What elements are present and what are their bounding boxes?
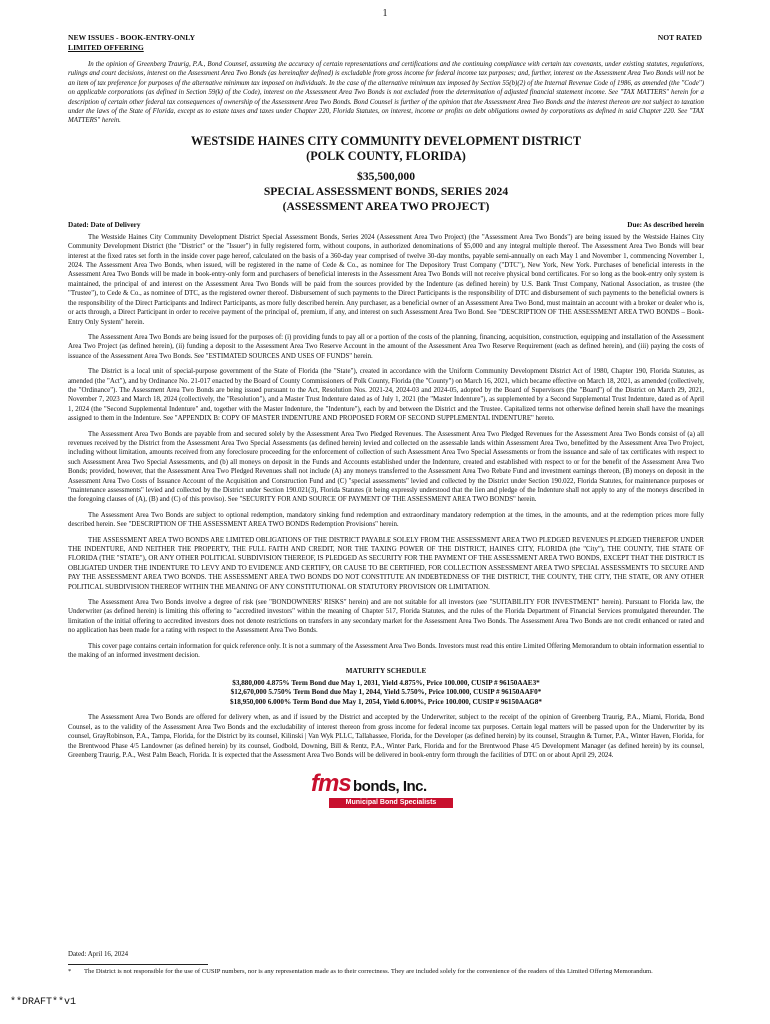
maturity-schedule: [68, 679, 704, 708]
district-title: [68, 134, 704, 164]
body-paragraph: The Westside Haines City Community Development District Special Assessment Bonds, Series 2024 (Assessment Area Two Project) (the "Assessment Area Two Bonds") are being issued by the Westside Haines City Community Development District (the "District" or the "Issuer") in fully registered form, without coupons, in authorized denominations of $5,000 and any integral multiple thereof. The Assessment Area Two Bonds will bear interest at the fixed rates set forth in the inside cover page hereof, calculated on the basis of a 360-day year comprised of twelve 30-day months, payable semi-annually on each May 1 and November 1, commencing November 1, 2024. The Assessment Area Two Bonds, when issued, will be registered in the name of Cede & Co., as nominee for The Depository Trust Company ("DTC"), New York, New York. Purchases of beneficial interests in the Assessment Area Two Bonds will be made in book-entry-only form and purchasers of beneficial interests in the Assessment Area Two Bonds will not receive physical bond certificates. For so long as the book-entry only system is maintained, the principal of and interest on the Assessment Area Two Bonds will be paid from the sources provided by the Indenture (as defined herein) by U.S. Bank Trust Company, National Association, as trustee (the "Trustee"), to Cede & Co., as nominee of DTC, as the registered owner thereof. Disbursement of such payments to the Direct Participants is the responsibility of DTC and disbursement of such payments to the beneficial owners is the responsibility of the Direct Participants and Indirect Participants, as more fully described herein. Any purchaser, as a beneficial owner of an Assessment Area Two Bond, must maintain an account with a broker or dealer who is, or acts through, a Direct Participant in order to receive payment of the principal of, premium, if any, and interest on such Assessment Area Two Bond. See "DESCRIPTION OF THE ASSESSMENT AREA TWO BONDS – Book-Entry Only System" herein.: [68, 233, 704, 326]
logo-name: bonds, Inc.: [353, 778, 427, 796]
body-paragraph: The District is a local unit of special-purpose government of the State of Florida (the "State"), created in accordance with the Uniform Community Development District Act of 1980, Chapter 190, Florida Statutes, as amended (the "Act"), and by Ordinance No. 21-017 enacted by the Board of County Commissioners of Polk County, Florida (the "County") on March 16, 2021, which became effective on March 18, 2021, as amended (collectively, the "Ordinance"). The Assessment Area Two Bonds are being issued pursuant to the Act, Resolution Nos. 2021-24, 2024-03 and 2024-05, adopted by the Board of Supervisors (the "Board") of the District on March 29, 2021, November 7, 2023 and March 18, 2024 (collectively, the "Resolution"), and a Master Trust Indenture dated as of July 1, 2021 (the "Master Indenture"), as supplemented by a Second Supplemental Trust Indenture, dated as of April 1, 2024 (the "Second Supplemental Indenture" and, together with the Master Indenture, the "Indenture"), each by and between the District and the Trustee. Capitalized terms not otherwise defined herein shall have the meanings assigned to them in the Indenture. See "APPENDIX B: COPY OF MASTER INDENTURE AND PROPOSED FORM OF SECOND SUPPLEMENTAL INDENTURE" hereto.: [68, 368, 704, 423]
maturity-line: $18,950,000 6.000% Term Bond due May 1, 2054, Yield 6.000%, Price 100.000, CUSIP # 96150AAG8*: [230, 697, 542, 706]
bond-amount: $35,500,000: [357, 169, 415, 183]
page-number: 1: [382, 8, 388, 19]
document-body: [68, 60, 704, 808]
logo-tagline: Municipal Bond Specialists: [329, 798, 453, 808]
issue-line-2: LIMITED OFFERING: [68, 43, 144, 52]
limited-obligation-paragraph: THE ASSESSMENT AREA TWO BONDS ARE LIMITED OBLIGATIONS OF THE DISTRICT PAYABLE SOLELY FROM THE ASSESSMENT AREA TWO PLEDGED REVENUES PLEDGED THEREFOR UNDER THE INDENTURE, AND NEITHER THE PROPERTY, THE FULL FAITH AND CREDIT, NOR THE TAXING POWER OF THE DISTRICT, HAINES CITY, FLORIDA (the "City"), THE COUNTY, THE STATE OF FLORIDA (THE "STATE"), OR ANY OTHER POLITICAL SUBDIVISION THEREOF, IS PLEDGED AS SECURITY FOR THE PAYMENT OF THE ASSESSMENT AREA TWO BONDS, EXCEPT THAT THE DISTRICT IS OBLIGATED UNDER THE INDENTURE TO LEVY AND TO EVIDENCE AND CERTIFY, OR CAUSE TO BE CERTIFIED, FOR COLLECTION ASSESSMENT AREA TWO SPECIAL ASSESSMENTS TO SECURE AND PAY THE ASSESSMENT AREA TWO BONDS. THE ASSESSMENT AREA TWO BONDS DO NOT CONSTITUTE AN INDEBTEDNESS OF THE DISTRICT, THE COUNTY, THE CITY, THE STATE, OR ANY OTHER POLITICAL SUBDIVISION THEREOF WITHIN THE MEANING OF ANY CONSTITUTIONAL OR STATUTORY PROVISION OR LIMITATION.: [68, 536, 704, 591]
underwriter-logo: [68, 772, 704, 808]
maturity-schedule-heading: MATURITY SCHEDULE: [345, 666, 427, 675]
maturity-line: $3,880,000 4.875% Term Bond due May 1, 2031, Yield 4.875%, Price 100.000, CUSIP # 96150AAE3*: [232, 678, 540, 687]
district-name: WESTSIDE HAINES CITY COMMUNITY DEVELOPMENT DISTRICT: [191, 133, 581, 148]
county-name: (POLK COUNTY, FLORIDA): [306, 148, 466, 163]
bond-title: [68, 169, 704, 214]
tax-opinion-paragraph: In the opinion of Greenberg Traurig, P.A., Bond Counsel, assuming the accuracy of certain representations and certifications and the continuing compliance with certain tax covenants, under existing statutes, regulations, rulings and court decisions, interest on the Assessment Area Two Bonds (as hereinafter defined) is excludable from gross income for federal income tax purposes; and, further, interest on the Assessment Area Two Bonds will not be an item of tax preference for purposes of the alternative minimum tax imposed on individuals. In the case of the alternative minimum tax imposed by Section 55(b)(2) of the Internal Revenue Code of 1986, as amended (the "Code") on applicable corporations (as defined in Section 59(k) of the Code), interest on the Assessment Area Two Bonds is not excluded from the determination of adjusted financial statement income. See "TAX MATTERS" herein for a description of certain other federal tax consequences of ownership of the Assessment Area Two Bonds. Bond Counsel is further of the opinion that the Assessment Area Two Bonds and the interest thereon are not subject to taxation under the laws of the State of Florida, except as to estate taxes and taxes under Chapter 220, Florida Statutes, on interest, income or profits on debt obligations owned by corporations as defined in said Chapter 220. See "TAX MATTERS" herein.: [68, 61, 704, 125]
body-paragraph: The Assessment Area Two Bonds involve a degree of risk (see "BONDOWNERS' RISKS" herein) and are not suitable for all investors (see "SUITABILITY FOR INVESTMENT" herein). Pursuant to Florida law, the Underwriter (as defined herein) is limiting this offering to "accredited investors" within the meaning of Chapter 517, Florida Statutes, and the rules of the Florida Department of Financial Services promulgated thereunder. The limitation of the initial offering to accredited investors does not denote restrictions on transfers in any secondary market for the Assessment Area Two Bonds. The Assessment Area Two Bonds are not credit enhanced or rated and no application has been made for a rating with respect to the Assessment Area Two Bonds.: [68, 599, 704, 635]
bond-series: SPECIAL ASSESSMENT BONDS, SERIES 2024: [263, 184, 509, 198]
memorandum-date: Dated: April 16, 2024: [68, 951, 129, 958]
rating-label: NOT RATED: [657, 33, 702, 42]
footnote-text: The District is not responsible for the use of CUSIP numbers, nor is any representation made as to their correctness. They are included solely for the convenience of the readers of this Limited Offering Memorandum.: [84, 968, 653, 975]
footnote-divider: [68, 964, 208, 965]
body-paragraph: The Assessment Area Two Bonds are being issued for the purposes of: (i) providing funds to pay all or a portion of the costs of the planning, financing, acquisition, construction, equipping and installation of the Assessment Area Two Project (as defined herein), (ii) funding a deposit to the Assessment Area Two Reserve Account in the amount of the Assessment Area Two Reserve Requirement (each as defined herein), and (iii) paying the costs of issuance of the Assessment Area Two Bonds. See "ESTIMATED SOURCES AND USES OF FUNDS" herein.: [68, 333, 704, 360]
footnote-mark: *: [68, 968, 72, 975]
dated-due-row: [68, 221, 704, 229]
delivery-paragraph: The Assessment Area Two Bonds are offered for delivery when, as and if issued by the District and accepted by the Underwriter, subject to the receipt of the opinion of Greenberg Traurig, P.A., Miami, Florida, Bond Counsel, as to the validity of the Assessment Area Two Bonds and the excludability of interest thereon from gross income for federal income tax purposes. Certain legal matters will be passed upon for the Underwriter by its counsel, GrayRobinson, P.A., Tampa, Florida, for the District by its counsel, Kilinski | Van Wyk PLLC, Tallahassee, Florida, for the Developer (as defined herein) by its counsel, Straughn & Turner, P.A., Winter Haven, Florida, for the Brentwood Phase 4/5 Landowner (as defined herein) by its counsel, Godbold, Downing, Bill & Rentz, P.A., Winter Park, Florida and for the Brentwood Phase 4/5 Development Manager (as defined herein) by its counsel, Greenberg Traurig, P.A., West Palm Beach, Florida. It is expected that the Assessment Area Two Bonds will be delivered in book-entry form through the facilities of DTC on or about April 29, 2024.: [68, 714, 704, 759]
bond-project: (ASSESSMENT AREA TWO PROJECT): [282, 199, 490, 213]
body-paragraph: This cover page contains certain information for quick reference only. It is not a summary of the Assessment Area Two Bonds. Investors must read this entire Limited Offering Memorandum to obtain information essential to the making of an informed investment decision.: [68, 642, 704, 660]
issue-type: [68, 33, 195, 53]
maturity-line: $12,670,000 5.750% Term Bond due May 1, 2044, Yield 5.750%, Price 100.000, CUSIP # 96150AAF0*: [230, 688, 542, 697]
due-label: Due: As described herein: [627, 220, 704, 229]
dated-label: Dated: Date of Delivery: [68, 220, 141, 229]
body-paragraph: The Assessment Area Two Bonds are payable from and secured solely by the Assessment Area Two Pledged Revenues. The Assessment Area Two Pledged Revenues for the Assessment Area Two Bonds consist of (a) all revenues received by the District from the Assessment Area Two Special Assessments (as defined herein) levied and collected on the assessable lands within Assessment Area Two, benefitted by the Assessment Area Two Project, including without limitation, amounts received from any foreclosure proceeding for the enforcement of collection of such Assessment Area Two Special Assessments or from the issuance and sale of tax certificates with respect to such Assessment Area Two Special Assessments, and (b) all moneys on deposit in the Funds and Accounts established under the Indenture, created and established with respect to or for the benefit of the Assessment Area Two Bonds; provided, however, that the Assessment Area Two Pledged Revenues shall not include (A) any moneys transferred to the Assessment Area Two Rebate Fund and investment earnings thereon, (B) moneys on deposit in the Assessment Area Two Costs of Issuance Account of the Acquisition and Construction Fund and (C) "special assessments" levied and collected by the District under Section 190.022, Florida Statutes, for maintenance purposes or "maintenance assessments" levied and collected by the District under Section 190.021(3), Florida Statutes (it being expressly understood that the lien and pledge of the Indenture shall not apply to any of the moneys described in the foregoing clauses of (A), (B) and (C) of this proviso). See "SECURITY FOR AND SOURCE OF PAYMENT OF THE ASSESSMENT AREA TWO BONDS" herein.: [68, 430, 704, 504]
logo-mark: fms: [311, 770, 351, 798]
issue-line-1: NEW ISSUES - BOOK-ENTRY-ONLY: [68, 33, 196, 42]
body-paragraph: The Assessment Area Two Bonds are subject to optional redemption, mandatory sinking fund redemption and extraordinary mandatory redemption at the times, in the amounts, and at the redemption prices more fully described herein. See "DESCRIPTION OF THE ASSESSMENT AREA TWO BONDS Redemption Provisions" herein.: [68, 511, 704, 529]
draft-watermark: **DRAFT**v1: [10, 997, 77, 1008]
cusip-footnote: [68, 967, 704, 976]
